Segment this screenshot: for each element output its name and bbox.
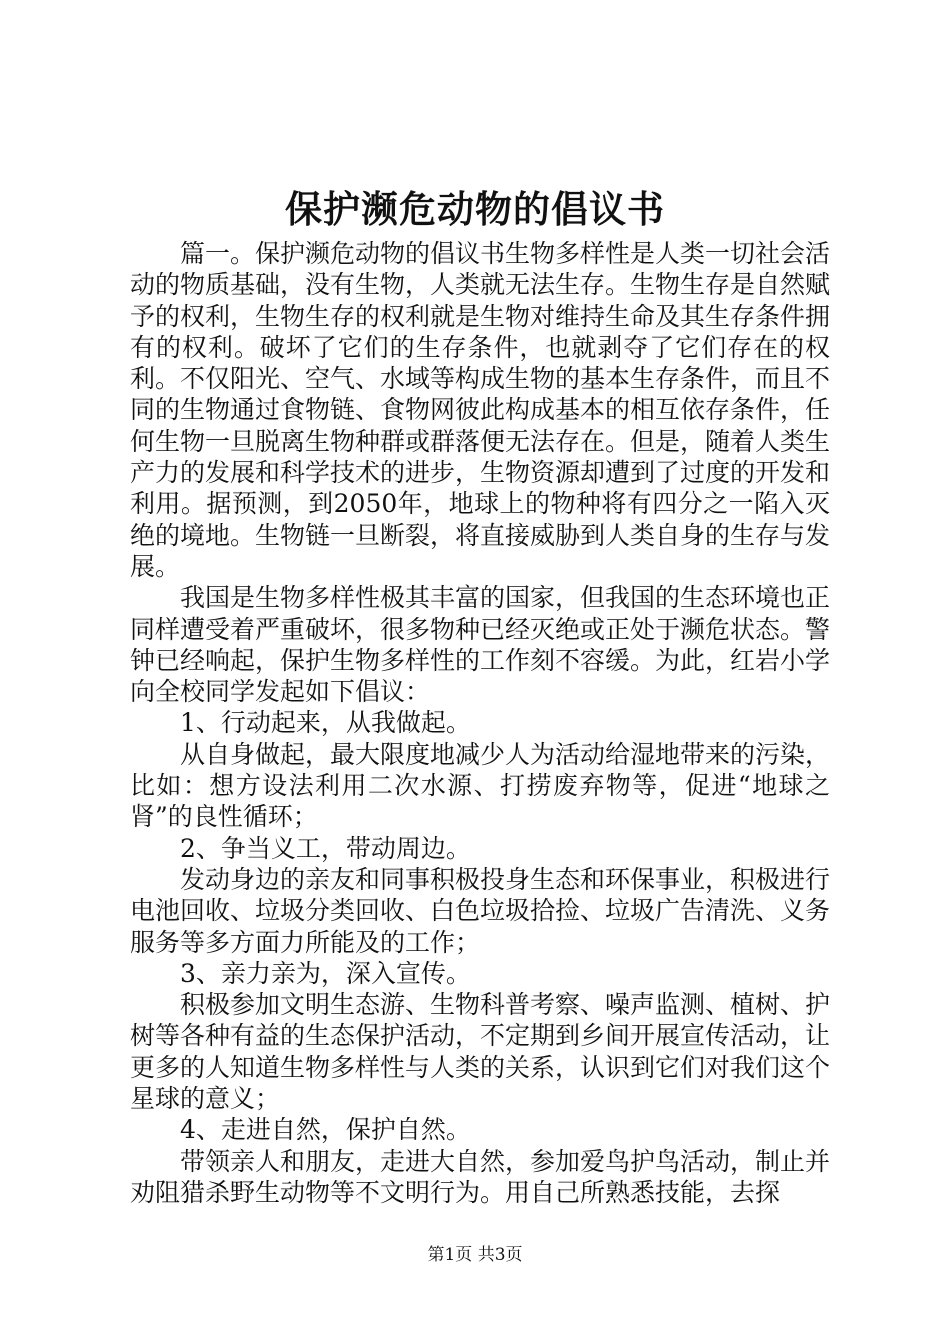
paragraph-intro: 篇一。保护濒危动物的倡议书生物多样性是人类一切社会活动的物质基础，没有生物，人类就无法生存。生物生存是自然赋予的权利，生物生存的权利就是生物对维持生命及其生存条件拥有的权利。破坏了它们的生存条件，也就剥夺了它们存在的权利。不仅阳光、空气、水域等构成生物的基本生存条件，而且不同的生物通过食物链、食物网彼此构成基本的相互依存条件，任何生物一旦脱离生物种群或群落便无法存在。但是，随着人类生产力的发展和科学技术的进步，生物资源却遭到了过度的开发和利用。据预测，到2050年，地球上的物种将有四分之一陷入灭绝的境地。生物链一旦断裂，将直接威胁到人类自身的生存与发展。 bbox=[130, 239, 831, 581]
proposal-heading-3: 3、亲力亲为，深入宣传。 bbox=[180, 958, 471, 988]
proposal-body-4: 带领亲人和朋友，走进大自然，参加爱鸟护鸟活动，制止并劝阻猎杀野生动物等不文明行为。用自己所熟悉技能，去探 bbox=[130, 1146, 831, 1207]
proposal-heading-1: 1、行动起来，从我做起。 bbox=[180, 708, 471, 738]
proposal-heading-4: 4、走进自然，保护自然。 bbox=[180, 1115, 471, 1145]
proposal-body-2: 发动身边的亲友和同事积极投身生态和环保事业，积极进行电池回收、垃圾分类回收、白色垃圾拾捡、垃圾广告清洗、义务服务等多方面力所能及的工作； bbox=[130, 864, 831, 957]
proposal-body-3: 积极参加文明生态游、生物科普考察、噪声监测、植树、护树等各种有益的生态保护活动，不定期到乡间开展宣传活动，让更多的人知道生物多样性与人类的关系，认识到它们对我们这个星球的意义； bbox=[130, 990, 831, 1114]
paragraph-proposal: 我国是生物多样性极其丰富的国家，但我国的生态环境也正同样遭受着严重破坏，很多物种已经灭绝或正处于濒危状态。警钟已经响起，保护生物多样性的工作刻不容缓。为此，红岩小学向全校同学发起如下倡议： bbox=[130, 583, 831, 707]
proposal-heading-2: 2、争当义工，带动周边。 bbox=[180, 833, 471, 863]
document-title: 保护濒危动物的倡议书 bbox=[285, 187, 665, 231]
proposal-body-1: 从自身做起，最大限度地减少人为活动给湿地带来的污染，比如：想方设法利用二次水源、打捞废弃物等，促进“地球之肾”的良性循环； bbox=[130, 739, 831, 832]
document-body bbox=[130, 238, 830, 1208]
page-indicator: 第1页 共3页 bbox=[427, 1245, 523, 1265]
